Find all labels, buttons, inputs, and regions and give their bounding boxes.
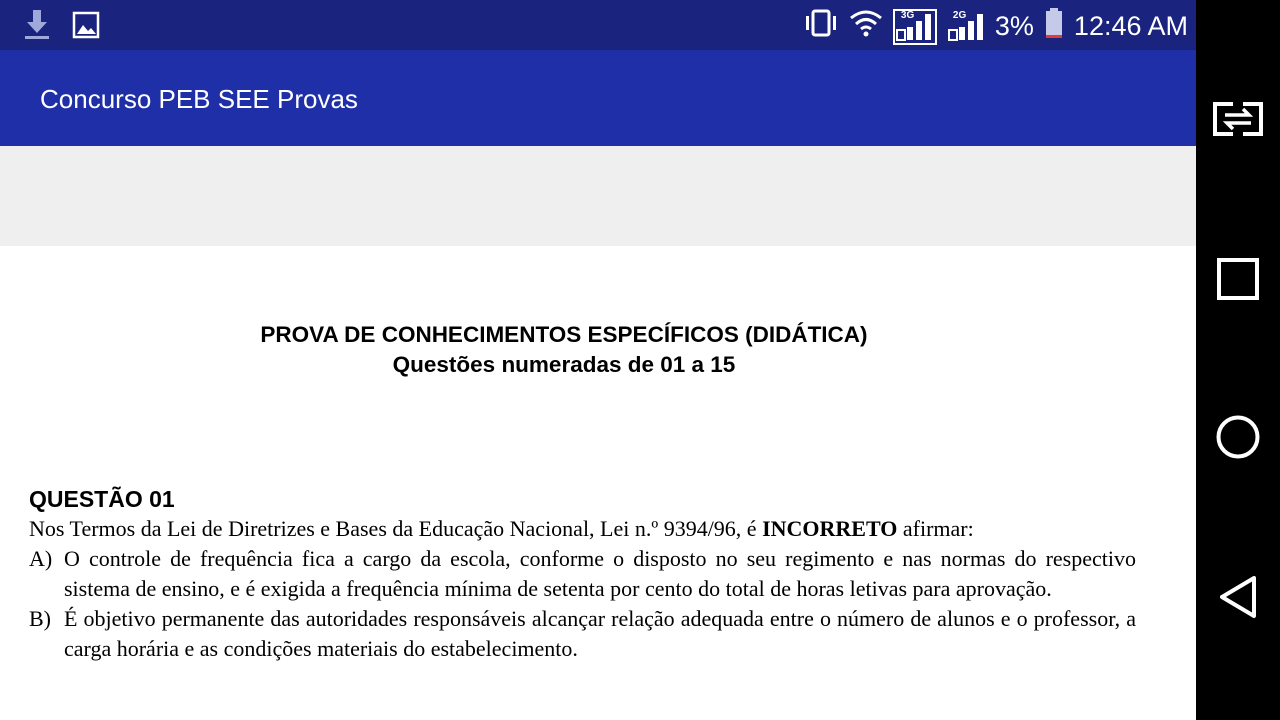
document-subheading: Questões numeradas de 01 a 15	[392, 352, 736, 377]
network-3g-label: 3G	[900, 9, 915, 21]
question-emphasis: INCORRETO	[762, 516, 898, 541]
status-left-icons	[22, 8, 100, 47]
home-button[interactable]	[1196, 414, 1280, 464]
image-icon	[72, 8, 100, 47]
recents-button[interactable]	[1196, 256, 1280, 306]
option-text: É objetivo permanente das autoridades responsáveis alcançar relação adequada entre o número de alunos e o professor, a carga horária e as condições materiais do estabelecimento.	[64, 606, 1136, 661]
app-title: Concurso PEB SEE Provas	[40, 84, 358, 114]
download-icon	[22, 8, 52, 47]
app-bar	[0, 50, 1196, 146]
question-body	[29, 514, 1136, 664]
battery-percent: 3%	[994, 11, 1034, 41]
back-button[interactable]	[1196, 574, 1280, 624]
option-b	[29, 604, 1136, 664]
status-right-icons	[803, 6, 1188, 47]
recents-icon	[1216, 257, 1260, 306]
option-a	[29, 544, 1136, 604]
screen-share-button[interactable]	[1196, 96, 1280, 146]
signal-2g-icon	[947, 9, 985, 45]
ad-banner-area	[0, 146, 1196, 246]
network-2g-label: 2G	[952, 9, 967, 21]
screen-share-icon	[1211, 100, 1265, 143]
option-letter: A)	[29, 546, 53, 571]
option-text: O controle de frequência fica a cargo da escola, conforme o disposto no seu regimento e nas normas do respectivo sistema de ensino, e é exigida a frequência mínima de setenta por cento do total de horas letivas para aprovação.	[64, 546, 1136, 601]
clock: 12:46 AM	[1073, 11, 1188, 41]
battery-icon	[1044, 6, 1064, 47]
home-icon	[1215, 414, 1261, 465]
navigation-bar	[1196, 0, 1280, 720]
option-letter: B)	[29, 606, 51, 631]
document-heading: PROVA DE CONHECIMENTOS ESPECÍFICOS (DIDÁTICA)	[260, 322, 868, 347]
signal-3g-icon	[893, 9, 937, 45]
wifi-icon	[849, 6, 883, 47]
question-title: QUESTÃO 01	[29, 486, 175, 512]
document-viewer[interactable]	[0, 246, 1196, 720]
question-prompt: Nos Termos da Lei de Diretrizes e Bases da Educação Nacional, Lei n.º 9394/96, é INCORRETO afirmar:	[29, 516, 974, 541]
status-bar	[0, 0, 1196, 50]
back-icon	[1216, 574, 1260, 625]
vibrate-icon	[803, 6, 839, 47]
